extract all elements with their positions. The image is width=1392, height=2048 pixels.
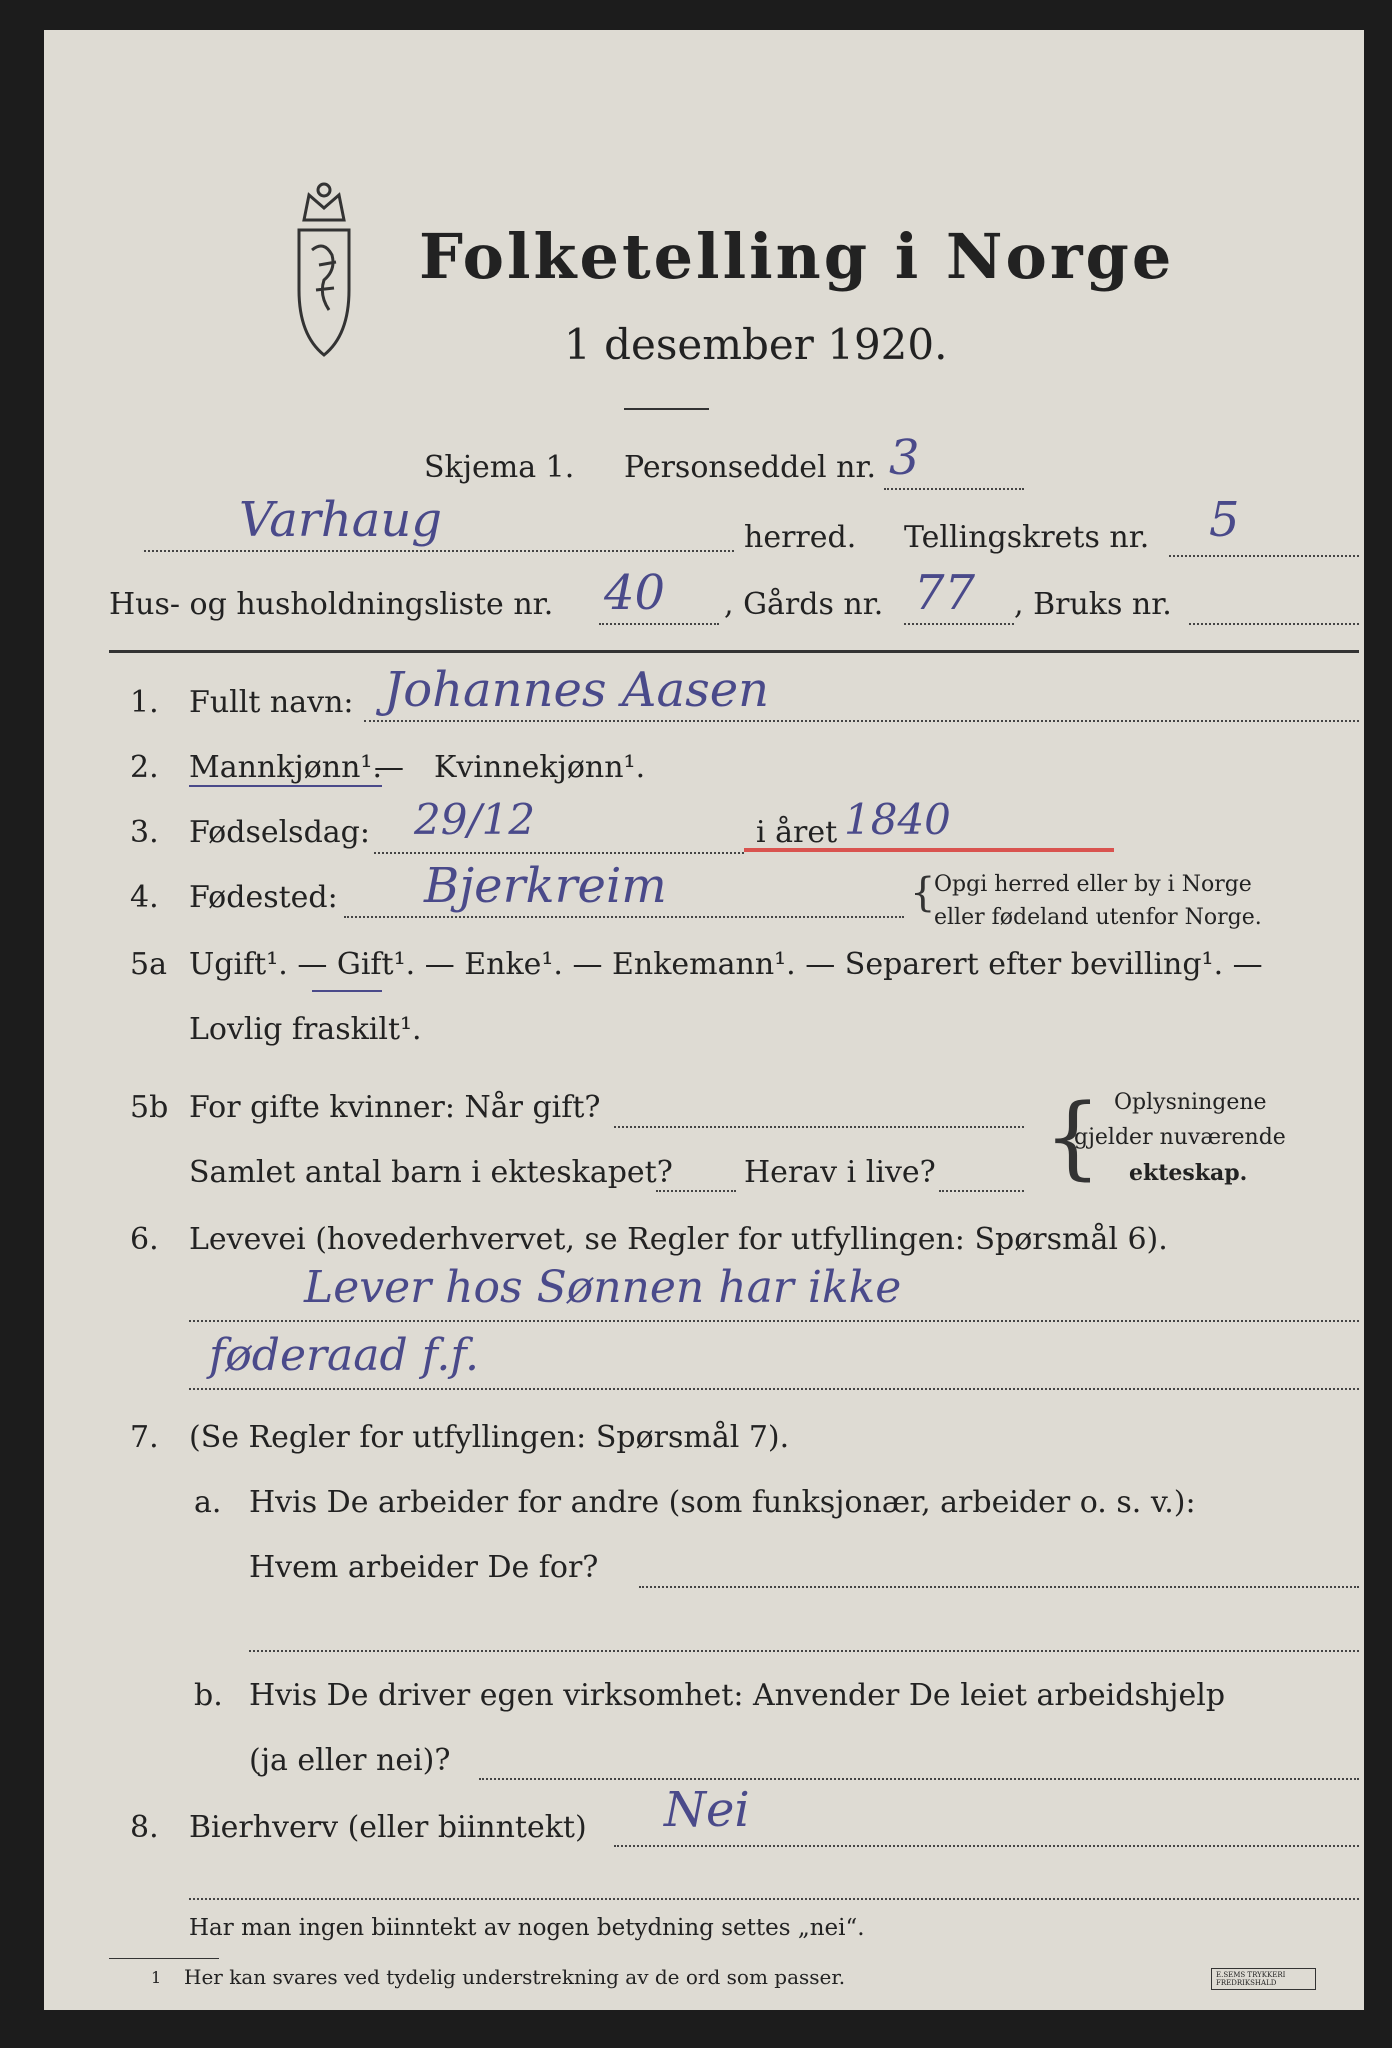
q7a-line2: Hvem arbeider De for? — [249, 1550, 599, 1585]
q4-line — [344, 916, 904, 918]
q4-brace: { — [910, 870, 936, 916]
form-title: Folketelling i Norge — [419, 220, 1175, 293]
printer-stamp: E.SEMS TRYKKERI FREDRIKSHALD — [1211, 1968, 1316, 1990]
q1-line — [364, 720, 1359, 722]
coat-of-arms-icon — [274, 170, 374, 360]
q2-number: 2. — [130, 750, 159, 785]
q5b-line2a: Samlet antal barn i ekteskapet? — [189, 1155, 673, 1190]
q5b-children-line — [656, 1190, 736, 1192]
q6-number: 6. — [130, 1222, 159, 1257]
footer-note: Har man ingen biinntekt av nogen betydning settes „nei“. — [189, 1915, 865, 1941]
tellingskrets-label: Tellingskrets nr. — [904, 520, 1150, 555]
q1-label: Fullt navn: — [189, 685, 354, 720]
q3-number: 3. — [130, 815, 159, 850]
q6-line1 — [189, 1320, 1359, 1322]
q5b-alive-line — [939, 1190, 1024, 1192]
q3-label: Fødselsdag: — [189, 815, 370, 850]
gards-line — [904, 623, 1014, 625]
q7b-number: b. — [194, 1678, 223, 1713]
q5b-number: 5b — [130, 1090, 169, 1125]
q7-number: 7. — [130, 1420, 159, 1455]
q5b-brace: { — [1044, 1085, 1102, 1190]
q5b-married-line — [614, 1126, 1024, 1128]
q5b-note-line3: ekteskap. — [1129, 1160, 1248, 1186]
q2-female-option[interactable]: Kvinnekjønn¹. — [434, 750, 646, 785]
q7a-employer-line — [639, 1586, 1359, 1588]
q6-label: Levevei (hovederhvervet, se Regler for utfyllingen: Spørsmål 6). — [189, 1222, 1168, 1257]
hus-label: Hus- og husholdningsliste nr. — [109, 587, 554, 622]
q3-line — [374, 852, 744, 854]
census-form-page — [44, 30, 1364, 2010]
gards-value[interactable]: 77 — [914, 565, 976, 621]
q8-number: 8. — [130, 1810, 159, 1845]
q4-number: 4. — [130, 880, 159, 915]
q3-red-strike — [744, 848, 1114, 852]
bruks-line — [1189, 623, 1359, 625]
q7b-line1: Hvis De driver egen virksomhet: Anvender De leiet arbeidshjelp — [249, 1678, 1226, 1713]
footnote-text: Her kan svares ved tydelig understrekning av de ord som passer. — [184, 1965, 846, 1989]
personseddel-label: Personseddel nr. — [624, 450, 877, 485]
q7b-answer-line — [479, 1778, 1359, 1780]
q7b-line2: (ja eller nei)? — [249, 1743, 451, 1778]
hus-line — [599, 623, 719, 625]
q5b-line1: For gifte kvinner: Når gift? — [189, 1090, 601, 1125]
q5b-note-line1: Oplysningene — [1114, 1090, 1267, 1115]
q8-extra-line — [189, 1898, 1359, 1900]
q8-label: Bierhverv (eller biinntekt) — [189, 1810, 587, 1845]
q3-year-value[interactable]: 1840 — [844, 795, 951, 844]
q7a-line1: Hvis De arbeider for andre (som funksjonær, arbeider o. s. v.): — [249, 1485, 1196, 1520]
q5a-number: 5a — [130, 947, 167, 982]
q7a-extra-line — [249, 1650, 1359, 1652]
q5b-note-line2: gjelder nuværende — [1074, 1125, 1286, 1150]
q5a-options[interactable]: Ugift¹. — Gift¹. — Enke¹. — Enkemann¹. — Separert efter bevilling¹. — — [189, 947, 1263, 982]
q7-label: (Se Regler for utfyllingen: Spørsmål 7). — [189, 1420, 790, 1455]
header-divider — [109, 650, 1359, 653]
q2-male-option[interactable]: Mannkjønn¹. — [189, 750, 382, 785]
q5a-options-line2[interactable]: Lovlig fraskilt¹. — [189, 1012, 422, 1047]
q7a-number: a. — [194, 1485, 222, 1520]
personseddel-line — [884, 488, 1024, 490]
q1-value[interactable]: Johannes Aasen — [384, 662, 770, 718]
q6-value-line2[interactable]: føderaad f.f. — [209, 1330, 480, 1381]
q4-note-line1: Opgi herred eller by i Norge — [934, 872, 1252, 897]
footnote-divider — [109, 1958, 219, 1959]
herred-value[interactable]: Varhaug — [239, 492, 442, 548]
q3-year-label: i året — [756, 815, 838, 850]
q3-value[interactable]: 29/12 — [414, 795, 536, 844]
q6-value-line1[interactable]: Lever hos Sønnen har ikke — [304, 1262, 902, 1313]
footnote-mark: 1 — [151, 1968, 162, 1987]
hus-value[interactable]: 40 — [604, 565, 666, 621]
q8-line — [614, 1845, 1359, 1847]
herred-line — [144, 550, 734, 552]
tellingskrets-value[interactable]: 5 — [1209, 492, 1240, 548]
skjema-label: Skjema 1. — [424, 450, 575, 485]
q6-line2 — [189, 1388, 1359, 1390]
personseddel-value[interactable]: 3 — [889, 430, 920, 486]
gards-label: , Gårds nr. — [724, 587, 884, 622]
q4-note-line2: eller fødeland utenfor Norge. — [934, 905, 1262, 930]
tellingskrets-line — [1169, 555, 1359, 557]
form-date: 1 desember 1920. — [564, 320, 948, 369]
q4-label: Fødested: — [189, 880, 338, 915]
q5b-line2b: Herav i live? — [744, 1155, 936, 1190]
q4-value[interactable]: Bjerkreim — [424, 858, 667, 914]
title-divider — [624, 408, 709, 410]
q2-separator: — — [374, 750, 404, 785]
q8-value[interactable]: Nei — [664, 1782, 750, 1838]
herred-label: herred. — [744, 520, 857, 555]
q5a-gift-underline — [312, 990, 382, 992]
q1-number: 1. — [130, 685, 159, 720]
bruks-label: , Bruks nr. — [1014, 587, 1172, 622]
